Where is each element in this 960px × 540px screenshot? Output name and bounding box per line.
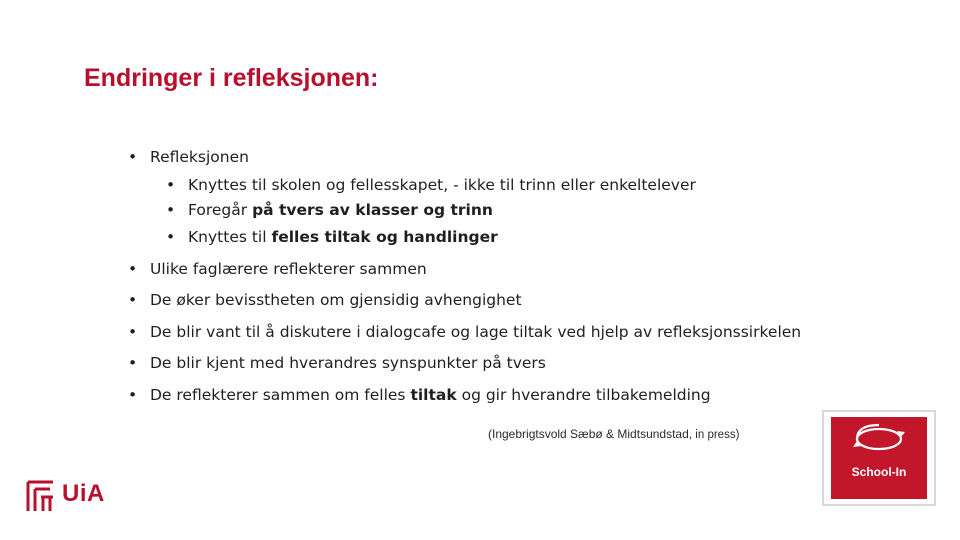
school-in-text: School-In [851,465,907,479]
slide-title: Endringer i refleksjonen: [84,64,379,92]
citation-suffix: in press) [692,429,740,441]
bullet-dot: • [128,148,138,166]
bullet-dot: • [128,291,138,309]
bullet-dot: • [166,228,176,246]
bullet-text: Foregår på tvers av klasser og trinn [188,201,493,219]
school-in-badge [831,417,927,499]
uia-logo-text: UiA [62,480,105,507]
bullet-dot: • [166,201,176,219]
bullet-dot: • [128,260,138,278]
circular-arrows-icon [831,417,927,465]
bullet-dot: • [128,386,138,404]
bullet-dot: • [166,176,176,194]
bullet-text: De blir vant til å diskutere i dialogcafe og lage tiltak ved hjelp av refleksjonssirkelen [150,323,802,341]
bullet-text: Ulike faglærere reflekterer sammen [150,260,427,278]
bullet-text: De reflekterer sammen om felles tiltak og gir hverandre tilbakemelding [150,386,711,404]
bullet-text: Refleksjonen [150,148,249,166]
uia-emblem-icon [26,477,60,513]
citation [488,427,739,441]
school-in-logo [822,410,936,506]
bullet-dot: • [128,323,138,341]
bullet-text: Knyttes til skolen og fellesskapet, - ikke til trinn eller enkeltelever [188,176,696,194]
bullet-text: De øker bevisstheten om gjensidig avhengighet [150,291,522,309]
bullet-text: Knyttes til felles tiltak og handlinger [188,228,498,246]
citation-authors: (Ingebrigtsvold Sæbø & Midtsundstad, [488,427,693,441]
bullet-dot: • [128,354,138,372]
bullet-text: De blir kjent med hverandres synspunkter på tvers [150,354,546,372]
